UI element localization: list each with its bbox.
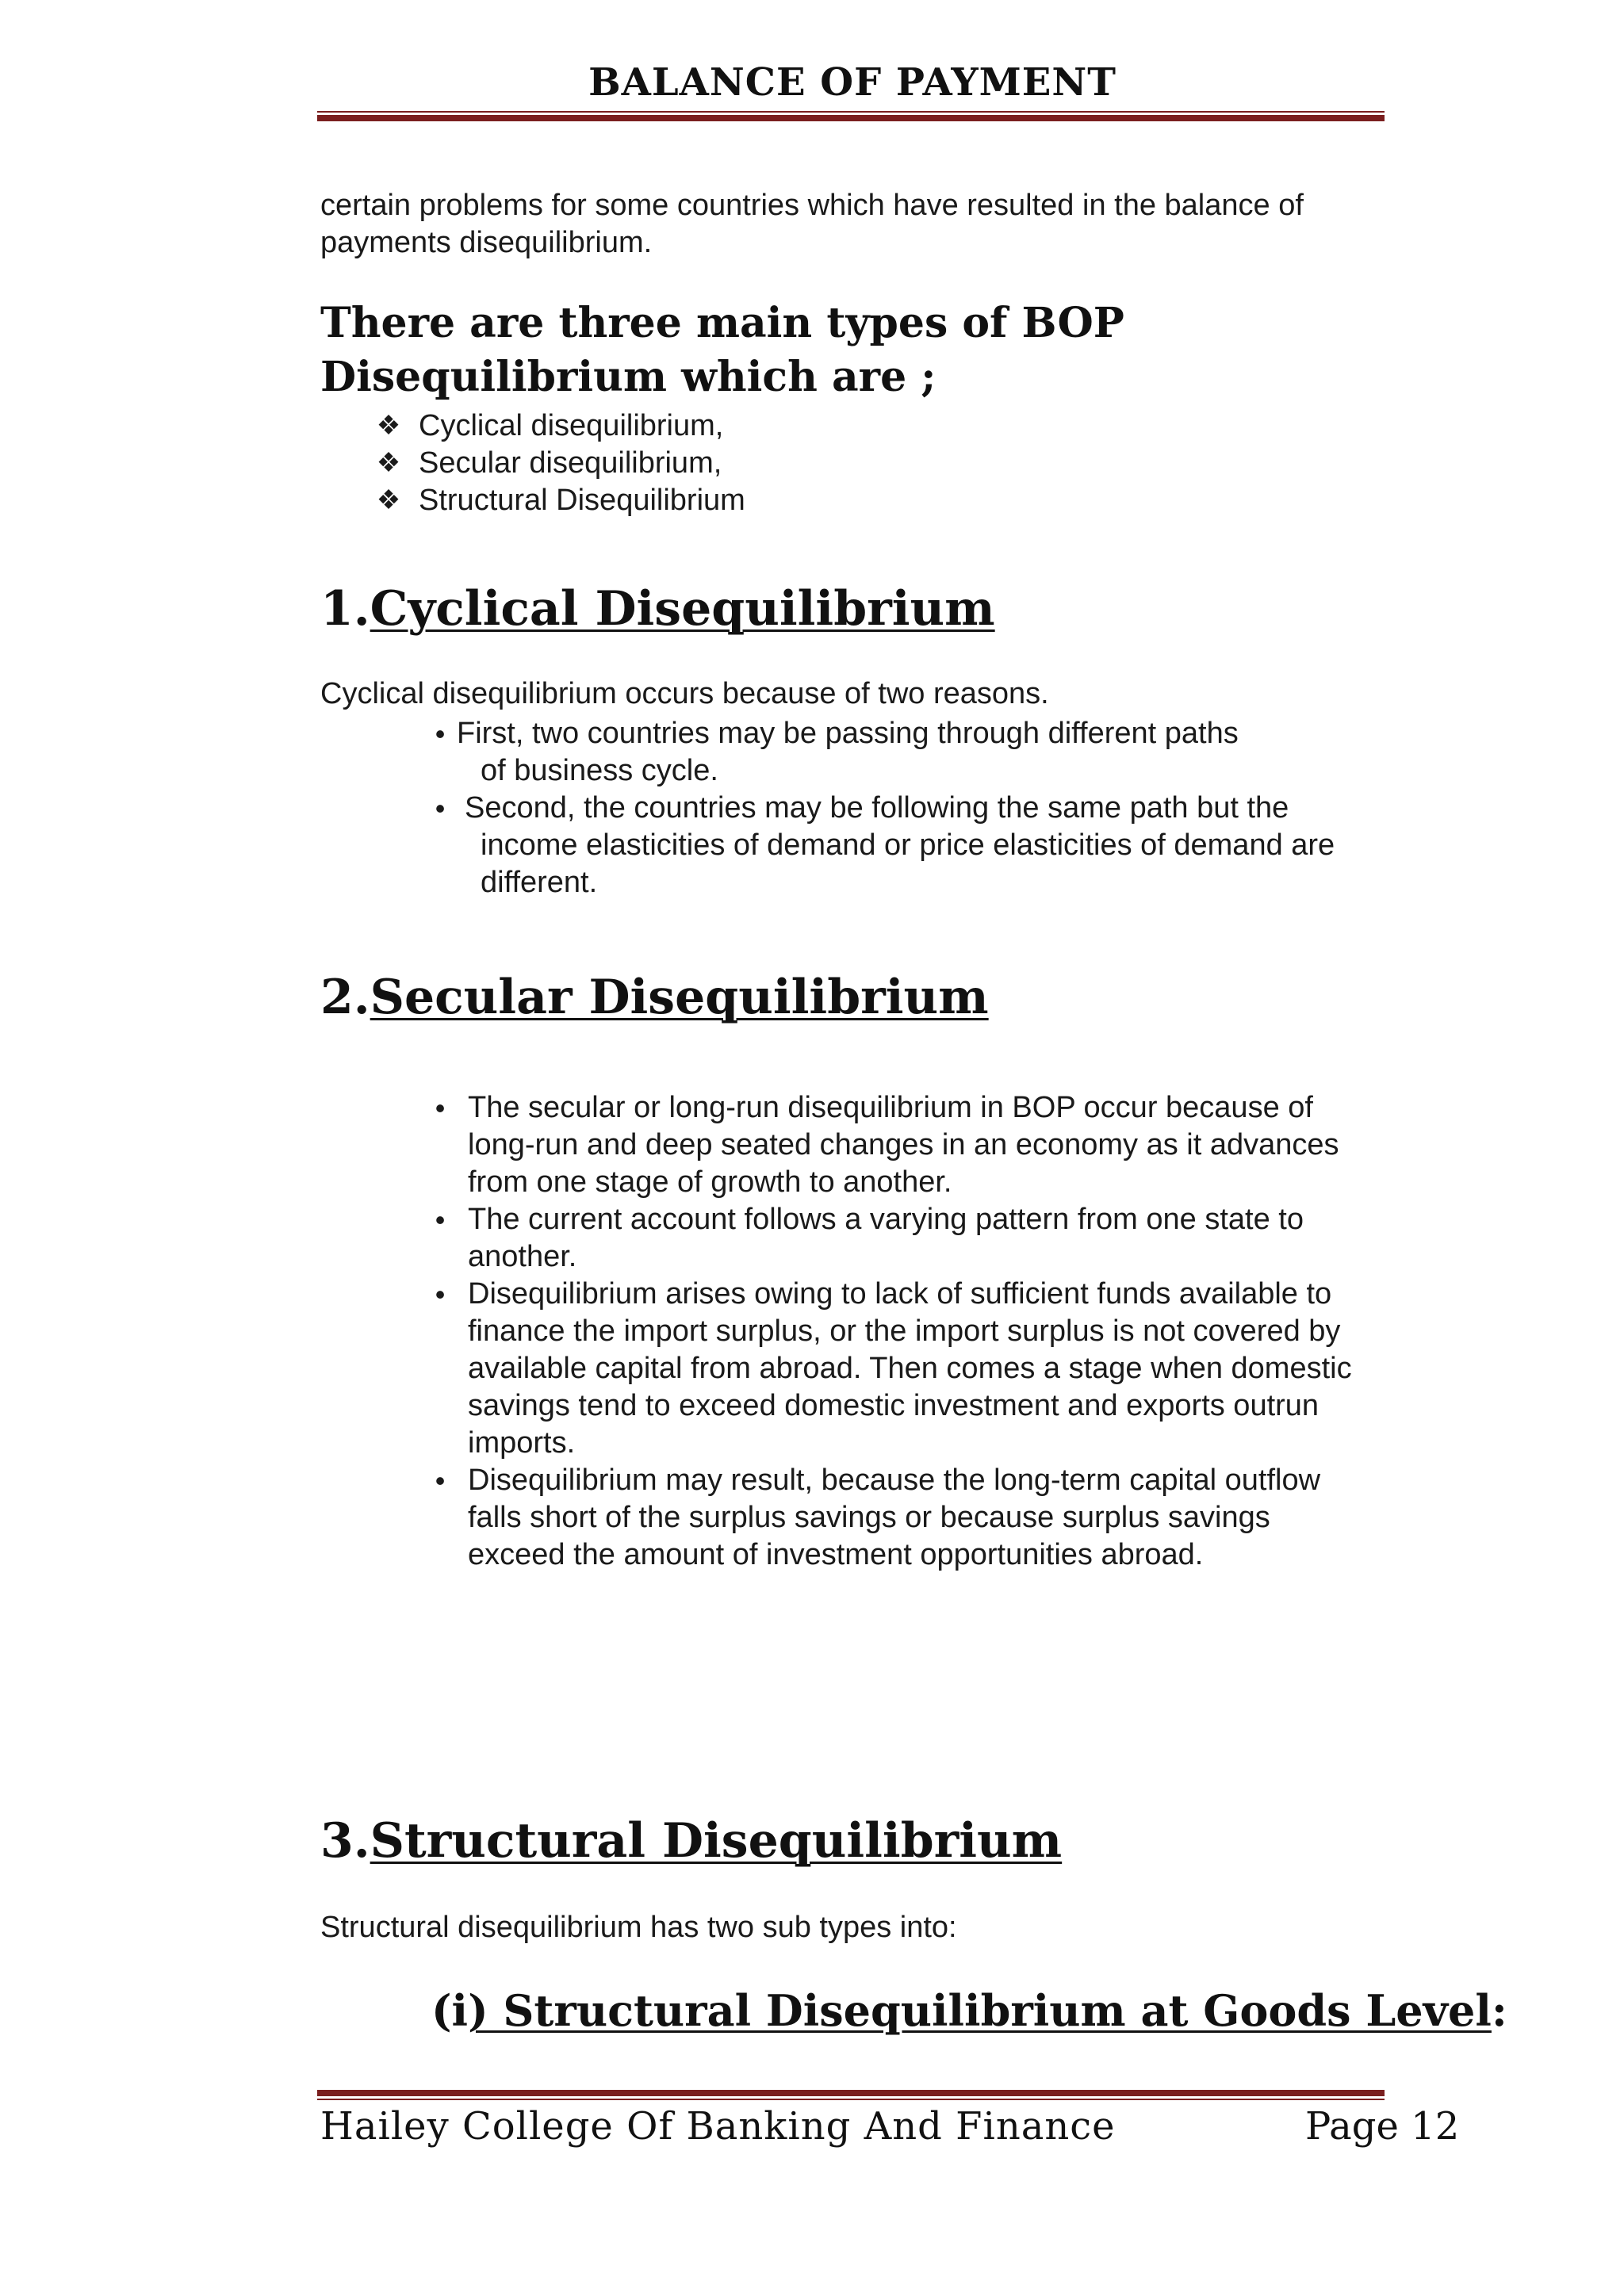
list-item: • Disequilibrium may result, because the long-term capital outflow falls short of the surplus savings or because surplus savings exceed the amount of investment opportunities abroad. — [428, 1462, 1364, 1574]
structural-subheading: (i) Structural Disequilibrium at Goods Level: — [431, 1985, 1507, 2036]
header-rule — [317, 111, 1385, 122]
bullet-icon: • — [435, 1203, 446, 1236]
structural-intro: Structural disequilibrium has two sub types into: — [320, 1911, 957, 1944]
bullet-icon: • — [435, 1092, 446, 1124]
types-list — [373, 408, 1324, 519]
footer-institution: Hailey College Of Banking And Finance — [320, 2104, 1116, 2149]
types-heading: There are three main types of BOP Disequilibrium which are ; — [320, 299, 1124, 401]
bullet-icon: • — [435, 1278, 446, 1311]
list-item: ❖ Cyclical disequilibrium, — [373, 408, 1324, 445]
list-item: • The current account follows a varying pattern from one state to another. — [428, 1201, 1364, 1276]
cyclical-intro: Cyclical disequilibrium occurs because of two reasons. — [320, 677, 1049, 710]
cyclical-bullets — [428, 715, 1380, 901]
bullet-icon: • — [435, 792, 446, 825]
section-heading-structural: 3.Structural Disequilibrium — [320, 1813, 1063, 1869]
diamond-bullet-icon: ❖ — [376, 448, 401, 478]
list-item: • Disequilibrium arises owing to lack of sufficient funds available to finance the import surplus, or the import surplus is not covered by available capital from abroad. Then comes a stage when domestic savings tend to exceed domestic investment and exports outrun imports. — [428, 1276, 1364, 1462]
intro-paragraph: certain problems for some countries which have resulted in the balance of payments disequilibrium. — [320, 189, 1304, 259]
footer-page-number: Page 12 — [1305, 2104, 1460, 2149]
bullet-icon: • — [435, 718, 446, 750]
list-item: ❖ Secular disequilibrium, — [373, 445, 1324, 482]
bullet-icon: • — [435, 1464, 446, 1497]
list-item: • First, two countries may be passing through different paths of business cycle. — [428, 715, 1380, 790]
list-item: • The secular or long-run disequilibrium in BOP occur because of long-run and deep seated changes in an economy as it advances from one stage of growth to another. — [428, 1089, 1364, 1201]
footer-rule — [317, 2090, 1385, 2101]
diamond-bullet-icon: ❖ — [376, 485, 401, 515]
list-item: ❖ Structural Disequilibrium — [373, 482, 1324, 519]
section-heading-cyclical: 1.Cyclical Disequilibrium — [320, 581, 995, 637]
list-item: • Second, the countries may be following the same path but the income elasticities of demand or price elasticities of demand are different. — [428, 790, 1380, 901]
page-header-title: BALANCE OF PAYMENT — [588, 60, 1116, 105]
diamond-bullet-icon: ❖ — [376, 411, 401, 441]
secular-bullets — [428, 1089, 1364, 1574]
section-heading-secular: 2.Secular Disequilibrium — [320, 970, 989, 1025]
